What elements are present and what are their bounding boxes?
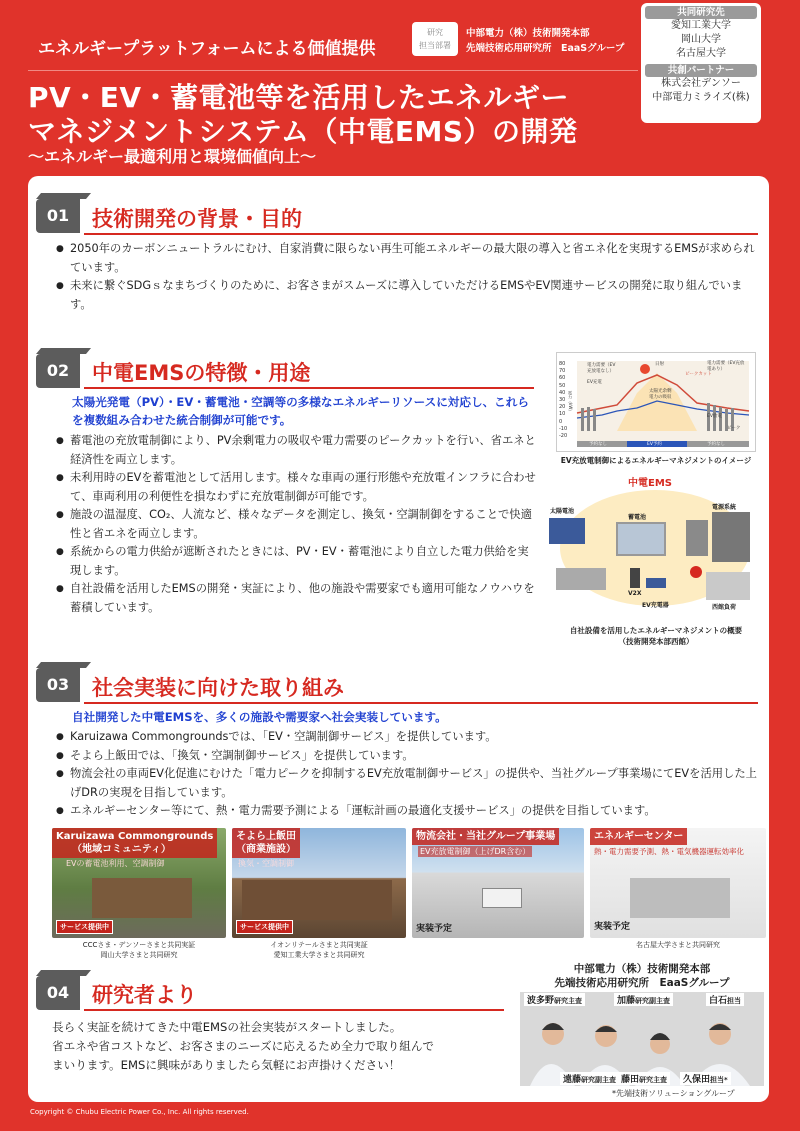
load-icon: [690, 566, 702, 578]
section-03-number: 03: [36, 668, 80, 702]
photo-karuizawa-title: [52, 828, 217, 858]
page-title-line1: PV・EV・蓄電池等を活用したエネルギー: [28, 81, 569, 114]
researcher-message-line1: 長らく実証を続けてきた中電EMSの社会実装がスタートしました。: [52, 1020, 402, 1034]
researcher-kato-role: 研究副主査: [635, 997, 671, 1005]
photo-energy-center: [590, 828, 766, 938]
ems-overview-diagram: [546, 468, 764, 618]
photo-soyora: [232, 828, 406, 938]
partners-heading: 共創パートナー: [645, 64, 757, 77]
ev-parking-icon: [556, 568, 606, 590]
section-03-bullet-4: ● エネルギーセンター等にて、熱・電力需要予測による「運転計画の最適化支援サービス」の提供を目指しています。: [56, 802, 768, 821]
researcher-kubota-role: 担当*: [710, 1076, 728, 1084]
fig1-legend-6: 太陽光余剰電力の吸収: [649, 389, 672, 400]
researcher-kubota: [680, 1072, 731, 1085]
fig2-caption-line2: （技術開発本部西館）: [618, 637, 694, 646]
section-02-title: 中電EMSの特徴・用途: [92, 361, 311, 385]
section-01-number: 01: [36, 199, 80, 233]
photo-logistics: [412, 828, 584, 938]
section-04-number: 04: [36, 976, 80, 1010]
fig1-bottom-2: EV予約: [647, 442, 662, 447]
fig2-caption-line1: 自社設備を活用したエネルギーマネジメントの概要: [569, 626, 743, 635]
section-02-bullet-1: ● 蓄電池の充放電制御により、PV余剰電力の吸収や電力需要のピークカットを行い、省エネと経済性を両立します。: [56, 432, 536, 469]
fig1-bottom-1: 予約なし: [589, 442, 607, 447]
dept-badge: [412, 22, 458, 56]
fig1-legend-8: ピーク: [727, 426, 741, 431]
photo-karuizawa-title-text: Karuizawa Commongrounds: [56, 831, 214, 842]
section-01-bullet-1: ● 2050年のカーボンニュートラルにむけ、自家消費に限らない再生可能エネルギーの最大限の導入と省エネ化を実現するEMSが求められています。: [56, 240, 756, 277]
header-tagline: エネルギープラットフォームによる価値提供: [38, 39, 376, 59]
researcher-org-line2: 先端技術応用研究所 EaaSグループ: [554, 977, 730, 989]
section-03-bullet-1: ● Karuizawa Commongroundsでは、「EV・空調制御サービス」を提供しています。: [56, 728, 768, 747]
researcher-shiraishi-name: 白石: [709, 996, 728, 1006]
fig1-yaxis: 80 70 60 50 40 30 20 10 0 -10 -20: [559, 361, 568, 440]
photo-karuizawa-building: [92, 878, 192, 918]
researcher-footnote: *先端技術ソリューショングループ: [612, 1089, 735, 1098]
section-03-bullets: [56, 728, 768, 821]
west-building-icon: [706, 572, 750, 600]
photo-energy-center-sub: 熱・電力需要予測、熱・電気機器運転効率化: [594, 847, 744, 856]
fig1-bottom-3: 予約なし: [707, 442, 725, 447]
researcher-kubota-name: 久保田: [683, 1075, 711, 1085]
section-02-underline: [84, 387, 534, 389]
photo-soyora-title-text: そよら上飯田: [236, 831, 296, 842]
researcher-org-line1: 中部電力（株）技術開発本部: [573, 963, 711, 975]
researcher-shiraishi: [706, 993, 744, 1006]
photo-soyora-cap1: イオンリテールさまと共同実証: [270, 941, 368, 949]
battery-inner: [618, 524, 664, 554]
photo-karuizawa-tag: サービス提供中: [56, 920, 113, 934]
grid-pole-icon: [686, 520, 708, 556]
ev-control-figure: [556, 352, 756, 452]
photo-logistics-title: 物流会社・当社グループ事業場: [412, 828, 559, 845]
photo-logistics-truck: [482, 888, 522, 908]
dept-badge-line1: 研究: [427, 28, 443, 37]
researcher-kato: [614, 993, 673, 1006]
fig2-label-v2x: V2X: [628, 590, 642, 597]
power-system-icon: [712, 512, 750, 562]
photo-energy-center-building: [630, 878, 730, 918]
photo-soyora-caption: [232, 940, 406, 960]
section-01-bullet-2: ● 未来に繋ぐSDGｓなまちづくりのために、お客さまがスムーズに導入していただけるEMSやEV関連サービスの開発に取り組んでいます。: [56, 277, 756, 314]
researcher-hatano-name: 波多野: [527, 996, 555, 1006]
copyright: Copyright © Chubu Electric Power Co., Inc. All rights reserved.: [30, 1108, 249, 1116]
section-02-lead: 太陽光発電（PV）・EV・蓄電池・空調等の多様なエネルギーリソースに対応し、これらを複数組み合わせた統合制御が可能です。: [72, 395, 529, 427]
dept-name: [466, 26, 624, 56]
fig2-label-grid: 電源系統: [712, 504, 737, 511]
solar-panel-icon: [549, 518, 585, 544]
fig1-legend-4: ピークカット: [685, 372, 712, 377]
photo-soyora-sub: 換気・空調制御: [238, 859, 294, 868]
researcher-message-line2: 省エネや省コストなど、お客さまのニーズに応えるため全力で取り組んで: [52, 1039, 435, 1053]
dept-badge-line2: 担当部署: [419, 41, 451, 50]
fig1-legend-7: EV放電: [707, 414, 722, 419]
dept-name-line2: 先端技術応用研究所 EaaSグループ: [466, 43, 625, 54]
fig1-legend-3: 日射: [655, 362, 664, 367]
researcher-endo-role: 研究副主査: [581, 1076, 617, 1084]
fig1-legend-1: 電力需要（EV充放電なし）: [587, 363, 616, 374]
researcher-message: [52, 1018, 434, 1075]
page-title-line2: マネジメントシステム（中電EMS）の開発: [28, 115, 578, 148]
fig1-legend-5: 電力需要（EV充放電あり）: [707, 361, 745, 372]
photo-soyora-cap2: 愛知工業大学さまと共同研究: [273, 951, 365, 959]
fig1-legend-2: EV充電: [587, 380, 602, 385]
researcher-fujita-role: 研究主査: [639, 1076, 668, 1084]
researcher-shiraishi-role: 担当: [727, 997, 742, 1005]
researcher-hatano: [524, 993, 585, 1006]
photo-soyora-tag: サービス提供中: [236, 920, 293, 934]
photo-karuizawa-sub: EVの蓄電池利用、空調制御: [66, 859, 165, 868]
photo-soyora-building: [242, 880, 392, 920]
section-02-number: 02: [36, 354, 80, 388]
section-02-bullets: [56, 432, 536, 617]
researcher-hatano-role: 研究主査: [554, 997, 583, 1005]
section-02-bullet-4: ● 系統からの電力供給が遮断されたときには、PV・EV・蓄電池により自立した電力供給を実現します。: [56, 543, 536, 580]
section-03-lead: 自社開発した中電EMSを、多くの施設や需要家へ社会実装しています。: [72, 710, 447, 724]
section-03-title: 社会実装に向けた取り組み: [92, 676, 344, 700]
fig2-label-battery: 蓄電池: [628, 514, 647, 521]
partner-2: 中部電力ミライズ(株): [652, 92, 750, 103]
researcher-fujita: [618, 1072, 670, 1085]
v2x-icon: [630, 568, 640, 588]
header-divider: [28, 70, 638, 71]
photo-logistics-sub: EV充放電制御（上げDR含む）: [420, 847, 531, 856]
fig2-label-ev-charger: EV充電器: [642, 602, 669, 609]
fig2-caption: [548, 625, 764, 647]
researcher-message-line3: まいります。EMSに興味がありましたら気軽にお声掛けください！: [52, 1058, 401, 1072]
dept-name-line1: 中部電力（株）技術開発本部: [466, 28, 590, 39]
researcher-kato-name: 加藤: [617, 996, 636, 1006]
section-01-title: 技術開発の背景・目的: [92, 207, 302, 231]
section-03-bullet-3: ● 物流会社の車両EV化促進にむけた「電力ピークを抑制するEV充放電制御サービス」の提供や、当社グループ事業場にてEVを活用した上げDRの実現を目指しています。: [56, 765, 768, 802]
sun-icon: [640, 364, 650, 374]
section-01-bullets: [56, 240, 756, 314]
joint-research-3: 名古屋大学: [676, 48, 726, 59]
section-03-bullet-2: ● そよら上飯田では、「換気・空調制御サービス」を提供しています。: [56, 747, 768, 766]
photo-energy-center-tag: 実装予定: [594, 922, 631, 932]
partner-1: 株式会社デンソー: [661, 78, 741, 89]
page-subtitle: ～エネルギー最適利用と環境価値向上～: [28, 147, 317, 166]
photo-energy-center-title: エネルギーセンター: [590, 828, 687, 845]
joint-research-heading: 共同研究先: [645, 6, 757, 19]
section-02-bullet-5: ● 自社設備を活用したEMSの開発・実証により、他の施設や需要家でも適用可能なノウハウを蓄積しています。: [56, 580, 536, 617]
researcher-endo-name: 遠藤: [563, 1075, 582, 1085]
photo-energy-center-caption: 名古屋大学さまと共同研究: [636, 941, 720, 949]
photo-karuizawa-cap1: CCCさま・デンソーさまと共同実証: [82, 941, 196, 949]
section-02-bullet-3: ● 施設の温湿度、CO₂、人流など、様々なデータを測定し、換気・空調制御をすることで快適性と省エネを両立します。: [56, 506, 536, 543]
photo-soyora-title2: （商業施設）: [236, 844, 296, 855]
joint-research-1: 愛知工業大学: [671, 20, 731, 31]
ev-car-icon: [646, 578, 666, 588]
researcher-fujita-name: 藤田: [621, 1075, 640, 1085]
fig2-title: 中電EMS: [628, 478, 672, 489]
photo-logistics-tag: 実装予定: [416, 924, 453, 934]
fig1-ylabel: 電力（kW）: [568, 391, 573, 414]
photo-soyora-title: [232, 828, 300, 858]
fig2-label-solar: 太陽電池: [550, 508, 575, 515]
partner-box: [641, 3, 761, 123]
fig2-label-west-load: 西館負荷: [712, 604, 737, 611]
researcher-endo: [560, 1072, 619, 1085]
section-03-underline: [84, 702, 758, 704]
section-02-bullet-2: ● 未利用時のEVを蓄電池として活用します。様々な車両の運行形態や充放電インフラに合わせて、車両利用の利便性を損なわずに充放電制御が可能です。: [56, 469, 536, 506]
photo-karuizawa-title2: （地域コミュニティ）: [72, 844, 171, 855]
section-04-underline: [84, 1009, 504, 1011]
ems-overview-figure: [546, 468, 764, 618]
photo-karuizawa-caption: [52, 940, 226, 960]
section-04-title: 研究者より: [92, 983, 197, 1007]
fig1-caption: EV充放電制御によるエネルギーマネジメントのイメージ: [560, 456, 752, 465]
section-01-underline: [84, 233, 758, 235]
photo-karuizawa: [52, 828, 226, 938]
photo-karuizawa-cap2: 岡山大学さまと共同研究: [100, 951, 178, 959]
joint-research-2: 岡山大学: [681, 34, 721, 45]
researcher-org: [520, 962, 764, 990]
